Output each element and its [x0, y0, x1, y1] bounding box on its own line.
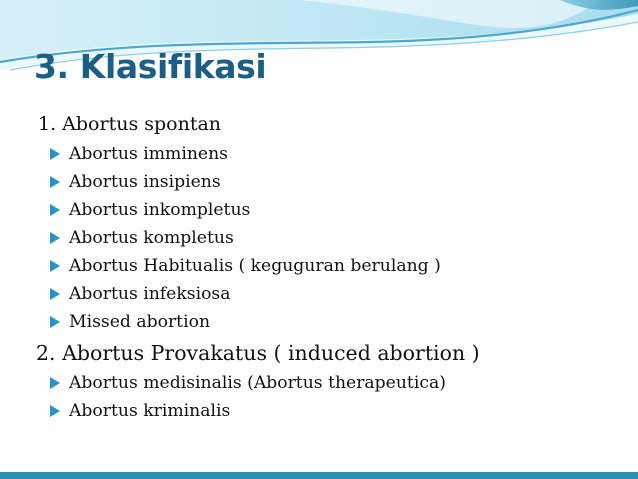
list-item — [50, 224, 628, 252]
list-item-label: Abortus inkompletus — [69, 200, 251, 220]
triangle-right-icon — [50, 316, 60, 328]
section-heading-provakatus: 2. Abortus Provakatus ( induced abortion ) — [36, 341, 480, 365]
slide-title: 3. Klasifikasi — [34, 47, 267, 86]
triangle-right-icon — [50, 232, 60, 244]
list-item — [50, 280, 628, 308]
triangle-right-icon — [50, 377, 60, 389]
section-list-provakatus — [38, 369, 628, 425]
slide-content — [38, 108, 628, 425]
list-item — [50, 168, 628, 196]
list-item-label: Abortus infeksiosa — [69, 284, 231, 304]
list-item — [50, 308, 628, 336]
list-item-label: Abortus insipiens — [69, 172, 221, 192]
list-item — [50, 397, 628, 425]
list-item-label: Abortus medisinalis (Abortus therapeutica) — [69, 373, 446, 393]
triangle-right-icon — [50, 405, 60, 417]
list-item-label: Abortus kriminalis — [69, 401, 231, 421]
section-list-spontan — [38, 140, 628, 336]
triangle-right-icon — [50, 204, 60, 216]
list-item — [50, 196, 628, 224]
list-item — [50, 369, 628, 397]
list-item-label: Missed abortion — [69, 312, 211, 332]
triangle-right-icon — [50, 288, 60, 300]
list-item-label: Abortus kompletus — [69, 228, 234, 248]
list-item-label: Abortus imminens — [69, 144, 228, 164]
list-item-label: Abortus Habitualis ( keguguran berulang ) — [69, 256, 441, 276]
list-item — [50, 140, 628, 168]
triangle-right-icon — [50, 260, 60, 272]
section-heading-spontan: 1. Abortus spontan — [38, 113, 222, 135]
triangle-right-icon — [50, 176, 60, 188]
list-item — [50, 252, 628, 280]
triangle-right-icon — [50, 148, 60, 160]
footer-bar — [0, 472, 638, 479]
